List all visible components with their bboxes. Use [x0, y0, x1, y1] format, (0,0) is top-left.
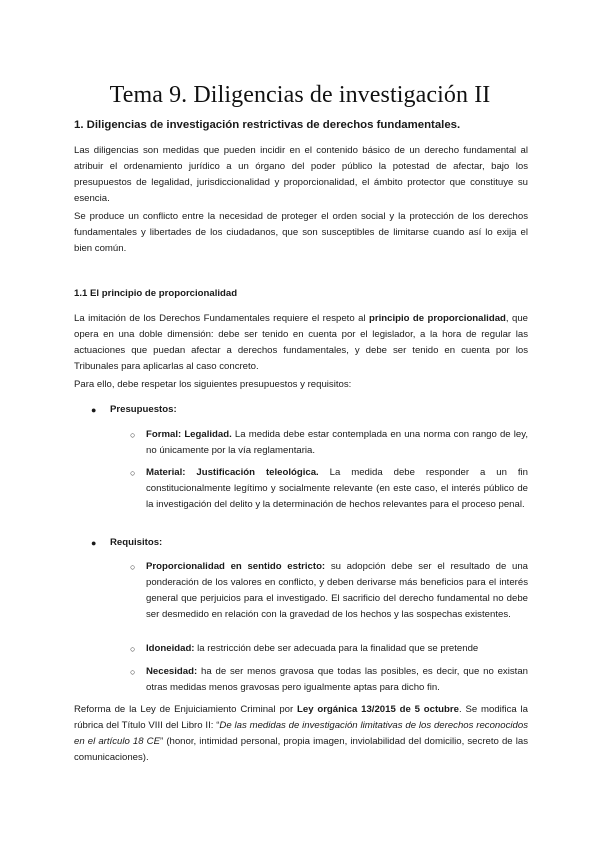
bullet-icon: ●: [91, 538, 97, 548]
section-1-paragraph-2: Se produce un conflicto entre la necesidad de proteger el orden social y la protección de los derechos fundamentales y libertades de los ciudadanos, que son susceptibles de limitarse cuando así lo exija el bien común.: [74, 211, 528, 254]
requisito-item: Necesidad: ha de ser menos gravosa que todas las posibles, es decir, que no existan otras medidas menos gravosas pero igualmente aptas para dicho fin.: [146, 666, 528, 693]
document-title: Tema 9. Diligencias de investigación II: [109, 82, 491, 108]
presupuesto-item: Material: Justificación teleológica. La medida debe responder a un fin constitucionalmente legítimo y socialmente relevante (en este caso, el interés público de la investigación del delito y la determinación de hechos relevantes para el proceso penal.: [146, 467, 528, 510]
circle-bullet-icon: ○: [130, 430, 136, 440]
requisito-item: Proporcionalidad en sentido estricto: su adopción debe ser el resultado de una ponderación de los valores en conflicto, y deben derivarse más beneficios para el interés general que perjuicios para el investigado. El sacrificio del derecho fundamental no debe ser desmedido en relación con la gravedad de los hechos y las sospechas existentes.: [146, 561, 528, 620]
presupuesto-item: Formal: Legalidad. La medida debe estar contemplada en una norma con rango de ley, no únicamente por la vía reglamentaria.: [146, 429, 528, 456]
circle-bullet-icon: ○: [130, 468, 136, 478]
reforma-paragraph: Reforma de la Ley de Enjuiciamiento Criminal por Ley orgánica 13/2015 de 5 octubre. Se modifica la rúbrica del Título VIII del Libro II: “De las medidas de investigación limitativas de los derechos reconocidos en el artículo 18 CE” (honor, intimidad personal, propia imagen, inviolabilidad del domicilio, secreto de las comunicaciones).: [74, 704, 528, 763]
requisitos-label: Requisitos:: [110, 537, 163, 548]
requisito-item: Idoneidad: la restricción debe ser adecuada para la finalidad que se pretende: [146, 643, 479, 654]
bullet-icon: ●: [91, 405, 97, 415]
circle-bullet-icon: ○: [130, 562, 136, 572]
intro-list-paragraph: Para ello, debe respetar los siguientes presupuestos y requisitos:: [74, 379, 352, 390]
circle-bullet-icon: ○: [130, 667, 136, 677]
section-1-paragraph-1: Las diligencias son medidas que pueden incidir en el contenido básico de un derecho fundamental al atribuir el ordenamiento jurídico a un órgano del poder público la potestad de afectar, bajo los presupuestos de legalidad, jurisdiccionalidad y proporcionalidad, el ámbito protector que constituye su esencia.: [74, 145, 528, 204]
section-1-1-heading: 1.1 El principio de proporcionalidad: [74, 288, 238, 299]
presupuestos-label: Presupuestos:: [110, 404, 177, 415]
circle-bullet-icon: ○: [130, 644, 136, 654]
section-1-heading: 1. Diligencias de investigación restrictivas de derechos fundamentales.: [74, 119, 461, 131]
proportionality-paragraph: La imitación de los Derechos Fundamentales requiere el respeto al principio de proporcionalidad, que opera en una doble dimensión: debe ser tenido en cuenta por el legislador, a la hora de regular las actuaciones que puedan afectar a derechos fundamentales, y debe ser tenido en cuenta por los Tribunales para aplicarlas al caso concreto.: [74, 313, 528, 372]
